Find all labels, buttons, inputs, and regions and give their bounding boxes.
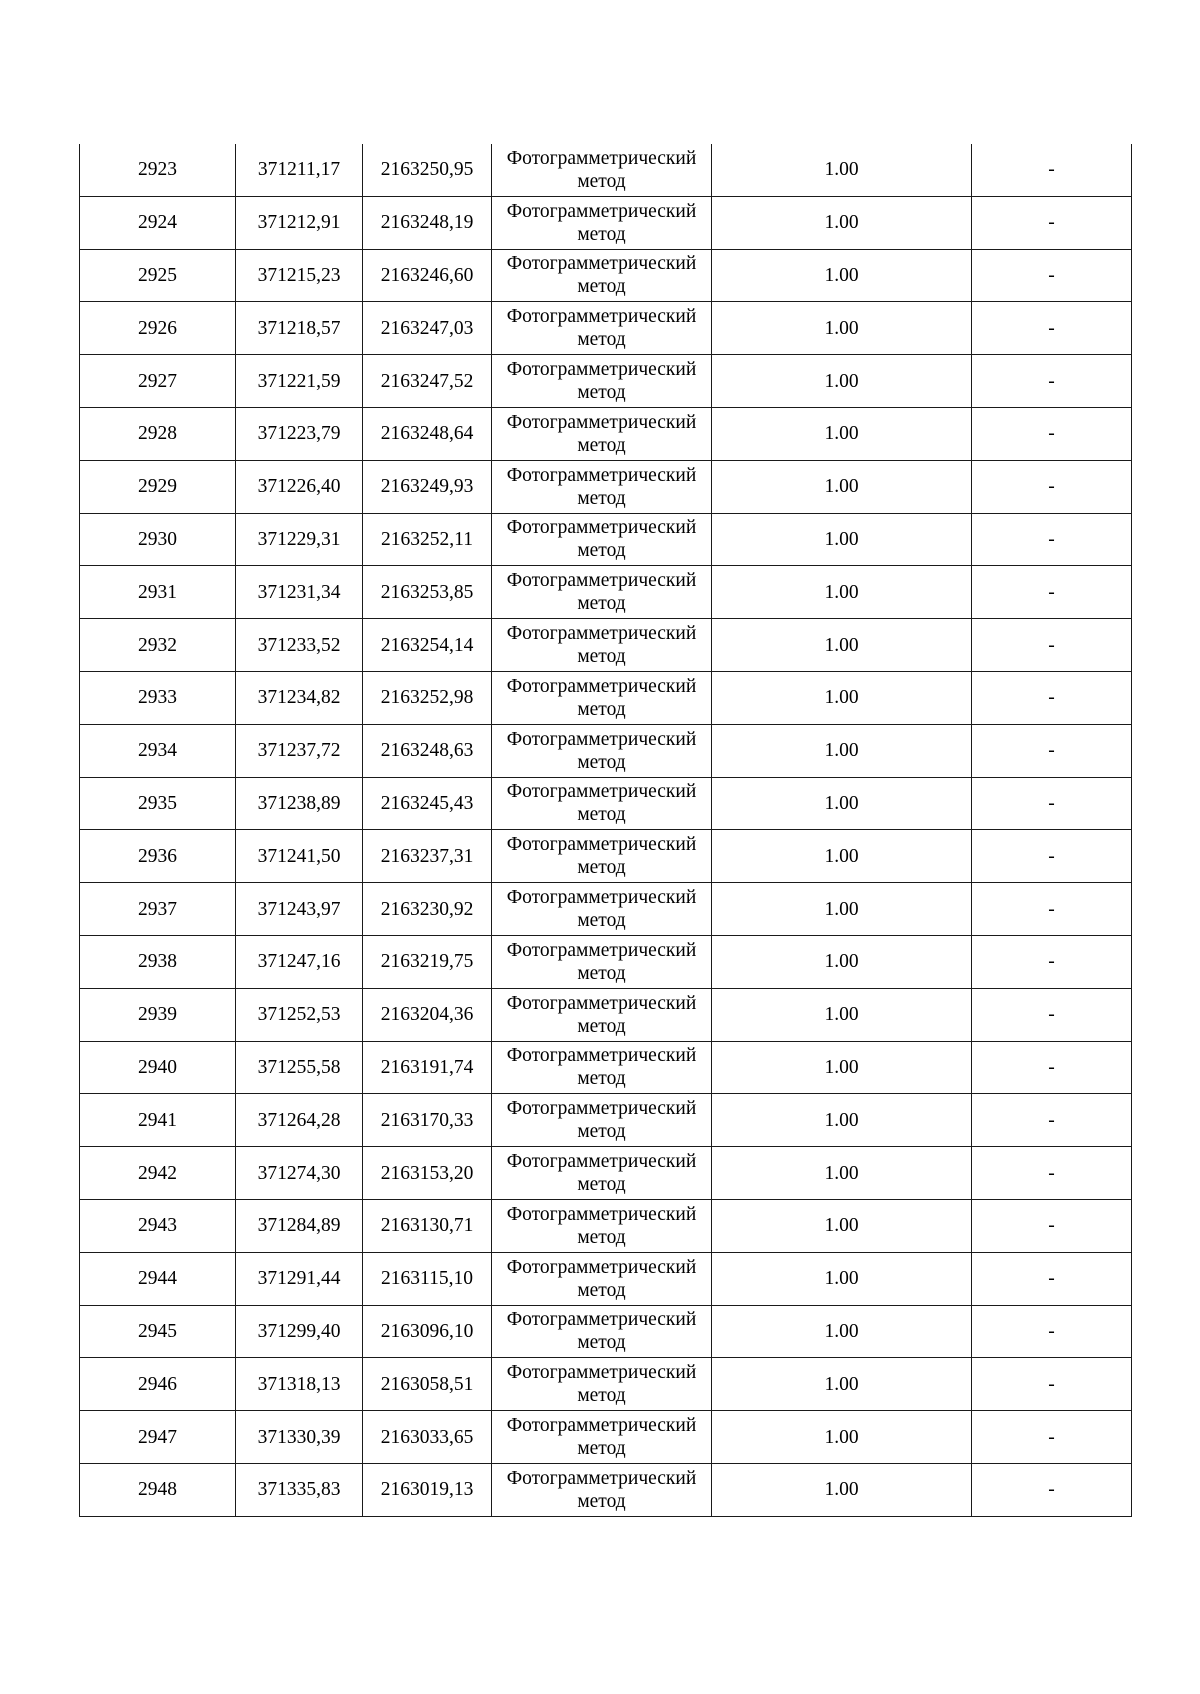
method-text-line2: метод <box>577 1121 626 1143</box>
method-text-line1: Фотограмметрический <box>506 1203 697 1225</box>
method-text-line1: Фотограмметрический <box>506 939 697 961</box>
note-cell: - <box>972 724 1132 777</box>
note-cell: - <box>972 935 1132 988</box>
y-coordinate-cell: 2163115,10 <box>363 1252 492 1305</box>
x-coordinate-cell: 371229,31 <box>236 513 363 566</box>
point-number-cell: 2934 <box>80 724 236 777</box>
point-number-cell: 2930 <box>80 513 236 566</box>
note-cell: - <box>972 407 1132 460</box>
note-cell: - <box>972 883 1132 936</box>
note-cell: - <box>972 1463 1132 1516</box>
point-number-cell: 2926 <box>80 302 236 355</box>
x-coordinate-cell: 371234,82 <box>236 671 363 724</box>
point-number-cell: 2937 <box>80 883 236 936</box>
accuracy-cell: 1.00 <box>712 460 972 513</box>
method-text-line2: метод <box>577 223 626 245</box>
method-cell <box>492 1411 712 1464</box>
table-row <box>80 988 1132 1041</box>
point-number-cell: 2928 <box>80 407 236 460</box>
method-cell <box>492 1463 712 1516</box>
y-coordinate-cell: 2163253,85 <box>363 566 492 619</box>
note-cell: - <box>972 1252 1132 1305</box>
method-text-line2: метод <box>577 804 626 826</box>
y-coordinate-cell: 2163219,75 <box>363 935 492 988</box>
method-text-line2: метод <box>577 962 626 984</box>
coordinates-table <box>79 144 1132 1517</box>
table-row <box>80 513 1132 566</box>
accuracy-cell: 1.00 <box>712 1305 972 1358</box>
y-coordinate-cell: 2163033,65 <box>363 1411 492 1464</box>
point-number-cell: 2929 <box>80 460 236 513</box>
y-coordinate-cell: 2163246,60 <box>363 249 492 302</box>
table-row <box>80 1041 1132 1094</box>
y-coordinate-cell: 2163248,64 <box>363 407 492 460</box>
table-row <box>80 1411 1132 1464</box>
method-text-line2: метод <box>577 1490 626 1512</box>
method-cell <box>492 883 712 936</box>
y-coordinate-cell: 2163204,36 <box>363 988 492 1041</box>
note-cell: - <box>972 1147 1132 1200</box>
note-cell: - <box>972 249 1132 302</box>
point-number-cell: 2938 <box>80 935 236 988</box>
method-text-line2: метод <box>577 1438 626 1460</box>
table-row <box>80 460 1132 513</box>
note-cell: - <box>972 1411 1132 1464</box>
point-number-cell: 2936 <box>80 830 236 883</box>
method-cell <box>492 196 712 249</box>
y-coordinate-cell: 2163153,20 <box>363 1147 492 1200</box>
x-coordinate-cell: 371241,50 <box>236 830 363 883</box>
point-number-cell: 2943 <box>80 1199 236 1252</box>
table-row <box>80 144 1132 196</box>
method-text-line1: Фотограмметрический <box>506 887 697 909</box>
method-text-line2: метод <box>577 540 626 562</box>
x-coordinate-cell: 371218,57 <box>236 302 363 355</box>
x-coordinate-cell: 371330,39 <box>236 1411 363 1464</box>
method-cell <box>492 671 712 724</box>
note-cell: - <box>972 566 1132 619</box>
method-text-line2: метод <box>577 646 626 668</box>
table-row <box>80 196 1132 249</box>
table-row <box>80 302 1132 355</box>
accuracy-cell: 1.00 <box>712 1358 972 1411</box>
note-cell: - <box>972 671 1132 724</box>
method-text-line1: Фотограмметрический <box>506 834 697 856</box>
accuracy-cell: 1.00 <box>712 407 972 460</box>
x-coordinate-cell: 371237,72 <box>236 724 363 777</box>
method-cell <box>492 1199 712 1252</box>
x-coordinate-cell: 371247,16 <box>236 935 363 988</box>
y-coordinate-cell: 2163254,14 <box>363 619 492 672</box>
method-text-line2: метод <box>577 1174 626 1196</box>
note-cell: - <box>972 302 1132 355</box>
method-text-line1: Фотограмметрический <box>506 623 697 645</box>
method-cell <box>492 777 712 830</box>
x-coordinate-cell: 371284,89 <box>236 1199 363 1252</box>
method-text-line2: метод <box>577 751 626 773</box>
accuracy-cell: 1.00 <box>712 1463 972 1516</box>
point-number-cell: 2939 <box>80 988 236 1041</box>
x-coordinate-cell: 371231,34 <box>236 566 363 619</box>
x-coordinate-cell: 371226,40 <box>236 460 363 513</box>
table-row <box>80 883 1132 936</box>
point-number-cell: 2947 <box>80 1411 236 1464</box>
method-text-line1: Фотограмметрический <box>506 517 697 539</box>
method-cell <box>492 302 712 355</box>
point-number-cell: 2924 <box>80 196 236 249</box>
table-row <box>80 1305 1132 1358</box>
method-text-line2: метод <box>577 1226 626 1248</box>
accuracy-cell: 1.00 <box>712 619 972 672</box>
accuracy-cell: 1.00 <box>712 1147 972 1200</box>
accuracy-cell: 1.00 <box>712 988 972 1041</box>
method-cell <box>492 1094 712 1147</box>
method-text-line1: Фотограмметрический <box>506 1045 697 1067</box>
accuracy-cell: 1.00 <box>712 1199 972 1252</box>
method-cell <box>492 1358 712 1411</box>
method-text-line1: Фотограмметрический <box>506 1467 697 1489</box>
method-text-line2: метод <box>577 487 626 509</box>
method-cell <box>492 830 712 883</box>
accuracy-cell: 1.00 <box>712 671 972 724</box>
y-coordinate-cell: 2163237,31 <box>363 830 492 883</box>
method-text-line2: метод <box>577 1385 626 1407</box>
y-coordinate-cell: 2163170,33 <box>363 1094 492 1147</box>
table-row <box>80 724 1132 777</box>
y-coordinate-cell: 2163096,10 <box>363 1305 492 1358</box>
accuracy-cell: 1.00 <box>712 883 972 936</box>
table-row <box>80 777 1132 830</box>
note-cell: - <box>972 513 1132 566</box>
table-row <box>80 1358 1132 1411</box>
accuracy-cell: 1.00 <box>712 1252 972 1305</box>
point-number-cell: 2944 <box>80 1252 236 1305</box>
x-coordinate-cell: 371238,89 <box>236 777 363 830</box>
method-text-line1: Фотограмметрический <box>506 728 697 750</box>
note-cell: - <box>972 830 1132 883</box>
point-number-cell: 2940 <box>80 1041 236 1094</box>
method-text-line2: метод <box>577 1068 626 1090</box>
method-text-line1: Фотограмметрический <box>506 1256 697 1278</box>
accuracy-cell: 1.00 <box>712 724 972 777</box>
method-text-line1: Фотограмметрический <box>506 306 697 328</box>
x-coordinate-cell: 371243,97 <box>236 883 363 936</box>
accuracy-cell: 1.00 <box>712 566 972 619</box>
x-coordinate-cell: 371318,13 <box>236 1358 363 1411</box>
y-coordinate-cell: 2163245,43 <box>363 777 492 830</box>
method-text-line2: метод <box>577 1015 626 1037</box>
point-number-cell: 2923 <box>80 144 236 196</box>
method-cell <box>492 355 712 408</box>
method-text-line1: Фотограмметрический <box>506 570 697 592</box>
note-cell: - <box>972 196 1132 249</box>
accuracy-cell: 1.00 <box>712 513 972 566</box>
method-text-line1: Фотограмметрический <box>506 253 697 275</box>
x-coordinate-cell: 371215,23 <box>236 249 363 302</box>
note-cell: - <box>972 1094 1132 1147</box>
method-cell <box>492 935 712 988</box>
point-number-cell: 2931 <box>80 566 236 619</box>
point-number-cell: 2925 <box>80 249 236 302</box>
accuracy-cell: 1.00 <box>712 249 972 302</box>
method-text-line2: метод <box>577 1332 626 1354</box>
note-cell: - <box>972 1358 1132 1411</box>
accuracy-cell: 1.00 <box>712 144 972 196</box>
coordinates-table-body <box>80 144 1132 1516</box>
x-coordinate-cell: 371274,30 <box>236 1147 363 1200</box>
table-row <box>80 1094 1132 1147</box>
point-number-cell: 2946 <box>80 1358 236 1411</box>
note-cell: - <box>972 1041 1132 1094</box>
method-cell <box>492 1252 712 1305</box>
method-text-line2: метод <box>577 276 626 298</box>
table-row <box>80 249 1132 302</box>
table-row <box>80 935 1132 988</box>
x-coordinate-cell: 371221,59 <box>236 355 363 408</box>
y-coordinate-cell: 2163252,11 <box>363 513 492 566</box>
x-coordinate-cell: 371252,53 <box>236 988 363 1041</box>
x-coordinate-cell: 371212,91 <box>236 196 363 249</box>
method-cell <box>492 1147 712 1200</box>
method-text-line2: метод <box>577 1279 626 1301</box>
y-coordinate-cell: 2163247,52 <box>363 355 492 408</box>
note-cell: - <box>972 777 1132 830</box>
method-text-line2: метод <box>577 382 626 404</box>
accuracy-cell: 1.00 <box>712 935 972 988</box>
table-row <box>80 830 1132 883</box>
x-coordinate-cell: 371255,58 <box>236 1041 363 1094</box>
accuracy-cell: 1.00 <box>712 1041 972 1094</box>
method-text-line2: метод <box>577 698 626 720</box>
y-coordinate-cell: 2163248,19 <box>363 196 492 249</box>
method-text-line1: Фотограмметрический <box>506 1362 697 1384</box>
table-row <box>80 1252 1132 1305</box>
method-cell <box>492 1041 712 1094</box>
method-cell <box>492 724 712 777</box>
x-coordinate-cell: 371211,17 <box>236 144 363 196</box>
method-cell <box>492 988 712 1041</box>
point-number-cell: 2935 <box>80 777 236 830</box>
method-text-line2: метод <box>577 329 626 351</box>
method-text-line1: Фотограмметрический <box>506 411 697 433</box>
point-number-cell: 2945 <box>80 1305 236 1358</box>
accuracy-cell: 1.00 <box>712 1411 972 1464</box>
method-text-line1: Фотограмметрический <box>506 359 697 381</box>
accuracy-cell: 1.00 <box>712 1094 972 1147</box>
note-cell: - <box>972 1305 1132 1358</box>
y-coordinate-cell: 2163230,92 <box>363 883 492 936</box>
method-text-line2: метод <box>577 857 626 879</box>
table-row <box>80 1147 1132 1200</box>
y-coordinate-cell: 2163130,71 <box>363 1199 492 1252</box>
accuracy-cell: 1.00 <box>712 196 972 249</box>
note-cell: - <box>972 1199 1132 1252</box>
y-coordinate-cell: 2163248,63 <box>363 724 492 777</box>
method-text-line1: Фотограмметрический <box>506 1309 697 1331</box>
table-row <box>80 1463 1132 1516</box>
method-cell <box>492 460 712 513</box>
method-cell <box>492 1305 712 1358</box>
method-text-line1: Фотограмметрический <box>506 147 697 169</box>
method-cell <box>492 144 712 196</box>
accuracy-cell: 1.00 <box>712 777 972 830</box>
note-cell: - <box>972 460 1132 513</box>
point-number-cell: 2941 <box>80 1094 236 1147</box>
accuracy-cell: 1.00 <box>712 355 972 408</box>
method-cell <box>492 619 712 672</box>
table-row <box>80 566 1132 619</box>
point-number-cell: 2933 <box>80 671 236 724</box>
x-coordinate-cell: 371233,52 <box>236 619 363 672</box>
point-number-cell: 2948 <box>80 1463 236 1516</box>
accuracy-cell: 1.00 <box>712 830 972 883</box>
method-text-line1: Фотограмметрический <box>506 1151 697 1173</box>
method-text-line1: Фотограмметрический <box>506 992 697 1014</box>
y-coordinate-cell: 2163252,98 <box>363 671 492 724</box>
method-cell <box>492 566 712 619</box>
point-number-cell: 2927 <box>80 355 236 408</box>
y-coordinate-cell: 2163249,93 <box>363 460 492 513</box>
method-text-line1: Фотограмметрический <box>506 200 697 222</box>
x-coordinate-cell: 371291,44 <box>236 1252 363 1305</box>
note-cell: - <box>972 988 1132 1041</box>
method-text-line1: Фотограмметрический <box>506 781 697 803</box>
x-coordinate-cell: 371264,28 <box>236 1094 363 1147</box>
table-row <box>80 671 1132 724</box>
table-row <box>80 355 1132 408</box>
method-text-line2: метод <box>577 170 626 192</box>
method-text-line2: метод <box>577 910 626 932</box>
table-row <box>80 1199 1132 1252</box>
method-cell <box>492 513 712 566</box>
method-text-line1: Фотограмметрический <box>506 675 697 697</box>
x-coordinate-cell: 371299,40 <box>236 1305 363 1358</box>
method-cell <box>492 407 712 460</box>
y-coordinate-cell: 2163247,03 <box>363 302 492 355</box>
method-text-line1: Фотограмметрический <box>506 1098 697 1120</box>
method-text-line1: Фотограмметрический <box>506 1415 697 1437</box>
accuracy-cell: 1.00 <box>712 302 972 355</box>
x-coordinate-cell: 371335,83 <box>236 1463 363 1516</box>
point-number-cell: 2932 <box>80 619 236 672</box>
note-cell: - <box>972 619 1132 672</box>
y-coordinate-cell: 2163019,13 <box>363 1463 492 1516</box>
note-cell: - <box>972 355 1132 408</box>
method-cell <box>492 249 712 302</box>
y-coordinate-cell: 2163191,74 <box>363 1041 492 1094</box>
point-number-cell: 2942 <box>80 1147 236 1200</box>
y-coordinate-cell: 2163250,95 <box>363 144 492 196</box>
y-coordinate-cell: 2163058,51 <box>363 1358 492 1411</box>
method-text-line1: Фотограмметрический <box>506 464 697 486</box>
method-text-line2: метод <box>577 434 626 456</box>
x-coordinate-cell: 371223,79 <box>236 407 363 460</box>
method-text-line2: метод <box>577 593 626 615</box>
table-row <box>80 619 1132 672</box>
table-row <box>80 407 1132 460</box>
note-cell: - <box>972 144 1132 196</box>
